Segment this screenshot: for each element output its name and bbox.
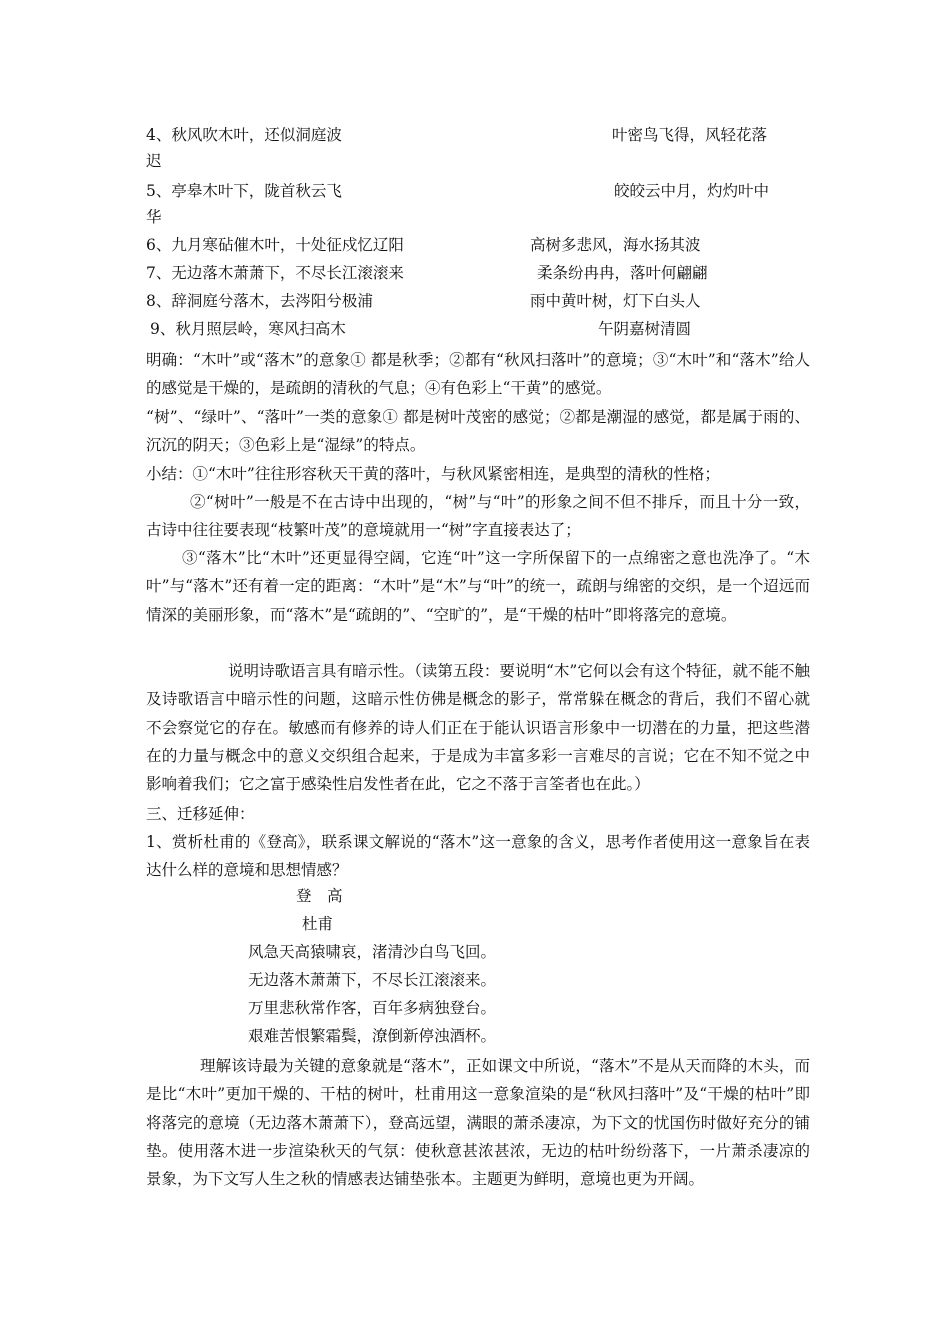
verse-right-8: 雨中黄叶树，灯下白头人 [530,292,701,310]
poem-author: 杜甫 [302,915,334,933]
verse-right-5: 皎皎云中月，灼灼叶中 [614,182,770,200]
verse-left-7: 7、无边落木萧萧下，不尽长江滚滚来 [146,264,404,282]
section-heading: 三、迁移延伸： [146,805,255,823]
explanation-mu-ye: 明确：“木叶”或“落木”的意象① 都是秋季；②都有“秋风扫落叶”的意境；③“木叶”和“落木”给人的感觉是干燥的，是疏朗的清秋的气息；④有色彩上“干黄”的感觉。 [146,351,810,398]
verse-right-6: 高树多悲风，海水扬其波 [530,236,701,254]
verse-wrap-4: 迟 [146,152,162,170]
poem-line-2: 无边落木萧萧下，不尽长江滚滚来。 [248,971,497,989]
poem-line-3: 万里悲秋常作客，百年多病独登台。 [248,999,497,1017]
summary-point-2: ②“树叶”一般是不在古诗中出现的，“树”与“叶”的形象之间不但不排斥，而且十分一致，古诗中往往要表现“枝繁叶茂”的意境就用一“树”字直接表达了； [146,493,810,540]
poem-line-1: 风急天高猿啸哀，渚清沙白鸟飞回。 [248,943,497,961]
verse-right-4: 叶密鸟飞得，风轻花落 [612,126,768,144]
verse-left-4: 4、秋风吹木叶，还似洞庭波 [146,126,342,144]
verse-left-8: 8、辞洞庭兮落木，去涔阳兮极浦 [146,292,373,310]
poem-title: 登 高 [296,887,343,905]
question-text: 1、赏析杜甫的《登高》，联系课文解说的“落木”这一意象的含义，思考作者使用这一意象旨在表达什么样的意境和思想情感？ [146,833,810,880]
summary-point-1: 小结：①“木叶”往往形容秋天干黄的落叶，与秋风紧密相连，是典型的清秋的性格； [146,465,720,483]
poem-line-4: 艰难苦恨繁霜鬓，潦倒新停浊酒杯。 [248,1027,497,1045]
implication-paragraph: 说明诗歌语言具有暗示性。（读第五段：要说明“木”它何以会有这个特征，就不能不触及诗歌语言中暗示性的问题，这暗示性仿佛是概念的影子，常常躲在概念的背后，我们不留心就不会察觉它的存在。敏感而有修养的诗人们正在于能认识语言形象中一切潜在的力量，把这些潜在的力量与概念中的意义交织组合起来，于是成为丰富多彩一言难尽的言说；它在不知不觉之中影响着我们；它之富于感染性启发性者在此，它之不落于言筌者也在此。） [146,662,810,794]
verse-left-6: 6、九月寒砧催木叶，十处征戍忆辽阳 [146,236,404,254]
summary-point-3: ③“落木”比“木叶”还更显得空阔，它连“叶”这一字所保留下的一点绵密之意也洗净了。“木叶”与“落木”还有着一定的距离：“木叶”是“木”与“叶”的统一，疏朗与绵密的交织，是一个迢远而情深的美丽形象，而“落木”是“疏朗的”、“空旷的”，是“干燥的枯叶”即将落完的意境。 [146,549,810,624]
explanation-shu: “树”、“绿叶”、“落叶”一类的意象① 都是树叶茂密的感觉；②都是潮湿的感觉，都是属于雨的、沉沉的阴天；③色彩上是“湿绿”的特点。 [146,408,810,455]
verse-left-9: 9、秋月照层岭，寒风扫高木 [150,320,346,338]
verse-right-9: 午阴嘉树清圆 [598,320,692,338]
verse-right-7: 柔条纷冉冉，落叶何翩翩 [537,264,708,282]
analysis-paragraph: 理解该诗最为关键的意象就是“落木”，正如课文中所说，“落木”不是从天而降的木头，而是比“木叶”更加干燥的、干枯的树叶，杜甫用这一意象渲染的是“秋风扫落叶”及“干燥的枯叶”即将落完的意境（无边落木萧萧下），登高远望，满眼的萧杀凄凉，为下文的忧国伤时做好充分的铺垫。使用落木进一步渲染秋天的气氛：使秋意甚浓甚浓，无边的枯叶纷纷落下，一片萧杀凄凉的景象，为下文写人生之秋的情感表达铺垫张本。主题更为鲜明，意境也更为开阔。 [146,1057,810,1189]
verse-left-5: 5、亭皋木叶下，陇首秋云飞 [146,182,342,200]
verse-wrap-5: 华 [146,208,162,226]
